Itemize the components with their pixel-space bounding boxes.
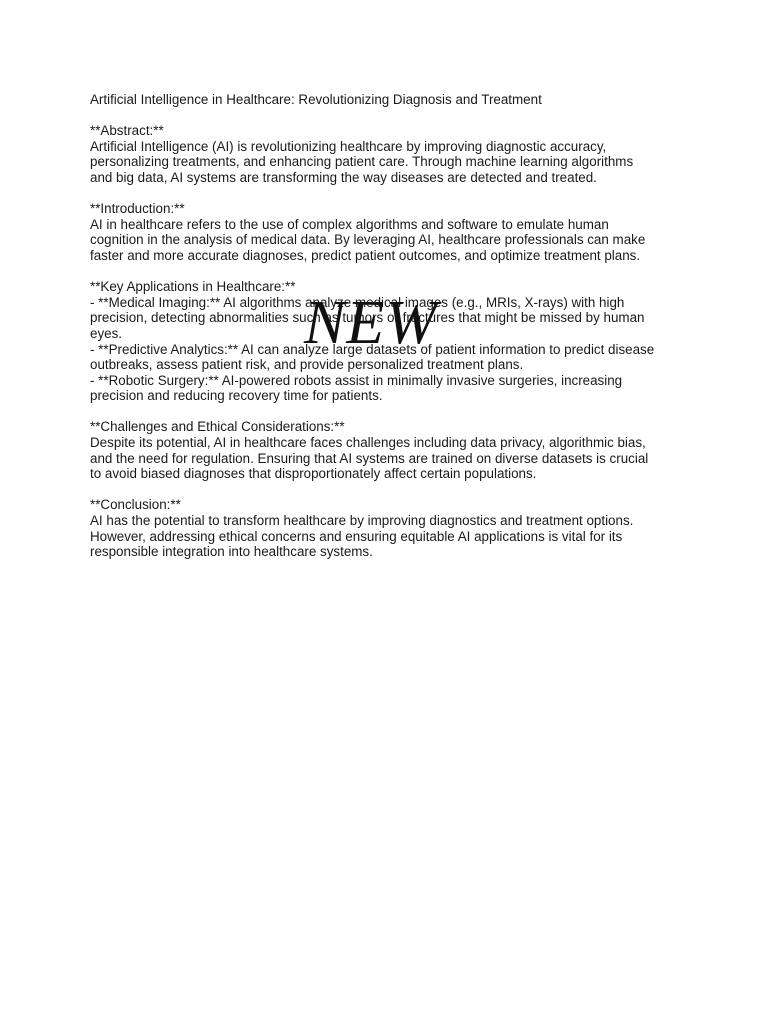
challenges-line: Despite its potential, AI in healthcare faces challenges including data privacy, algorithmic bias, [90,435,646,451]
conclusion-line: However, addressing ethical concerns and ensuring equitable AI applications is vital for its [90,528,623,544]
conclusion-line: AI has the potential to transform healthcare by improving diagnostics and treatment options. [90,513,634,529]
applications-line: outbreaks, assess patient risk, and provide personalized treatment plans. [90,357,524,373]
introduction-heading: **Introduction:** [90,201,185,217]
applications-line: - **Predictive Analytics:** AI can analyze large datasets of patient information to predict disease [90,341,655,357]
spacer [90,404,690,420]
spacer [90,108,690,124]
applications-line: precision, detecting abnormalities such as tumors or fractures that might be missed by human [90,310,645,326]
spacer [90,186,690,202]
spacer [90,482,690,498]
abstract-line: and big data, AI systems are transforming the way diseases are detected and treated. [90,169,597,185]
introduction-line: faster and more accurate diagnoses, predict patient outcomes, and optimize treatment plans. [90,247,641,263]
challenges-heading: **Challenges and Ethical Considerations:** [90,419,345,435]
challenges-line: to avoid biased diagnoses that disproportionately affect certain populations. [90,466,537,482]
abstract-line: Artificial Intelligence (AI) is revolutionizing healthcare by improving diagnostic accuracy, [90,138,607,154]
introduction-line: cognition in the analysis of medical data. By leveraging AI, healthcare professionals can make [90,232,646,248]
applications-line: - **Medical Imaging:** AI algorithms analyze medical images (e.g., MRIs, X-rays) with high [90,294,625,310]
conclusion-line: responsible integration into healthcare systems. [90,544,373,560]
new-stamp: NEW [304,289,438,357]
abstract-heading: **Abstract:** [90,123,164,139]
applications-line: eyes. [90,325,123,341]
applications-line: - **Robotic Surgery:** AI-powered robots assist in minimally invasive surgeries, increasing [90,372,623,388]
introduction-line: AI in healthcare refers to the use of complex algorithms and software to emulate human [90,216,609,232]
spacer [90,264,690,280]
applications-heading: **Key Applications in Healthcare:** [90,279,296,295]
applications-line: precision and reducing recovery time for patients. [90,388,383,404]
document-body [90,92,690,560]
document-title: Artificial Intelligence in Healthcare: Revolutionizing Diagnosis and Treatment [90,92,542,107]
abstract-line: personalizing treatments, and enhancing patient care. Through machine learning algorithms [90,154,634,170]
challenges-line: and the need for regulation. Ensuring that AI systems are trained on diverse datasets is crucial [90,450,649,466]
conclusion-heading: **Conclusion:** [90,497,181,513]
